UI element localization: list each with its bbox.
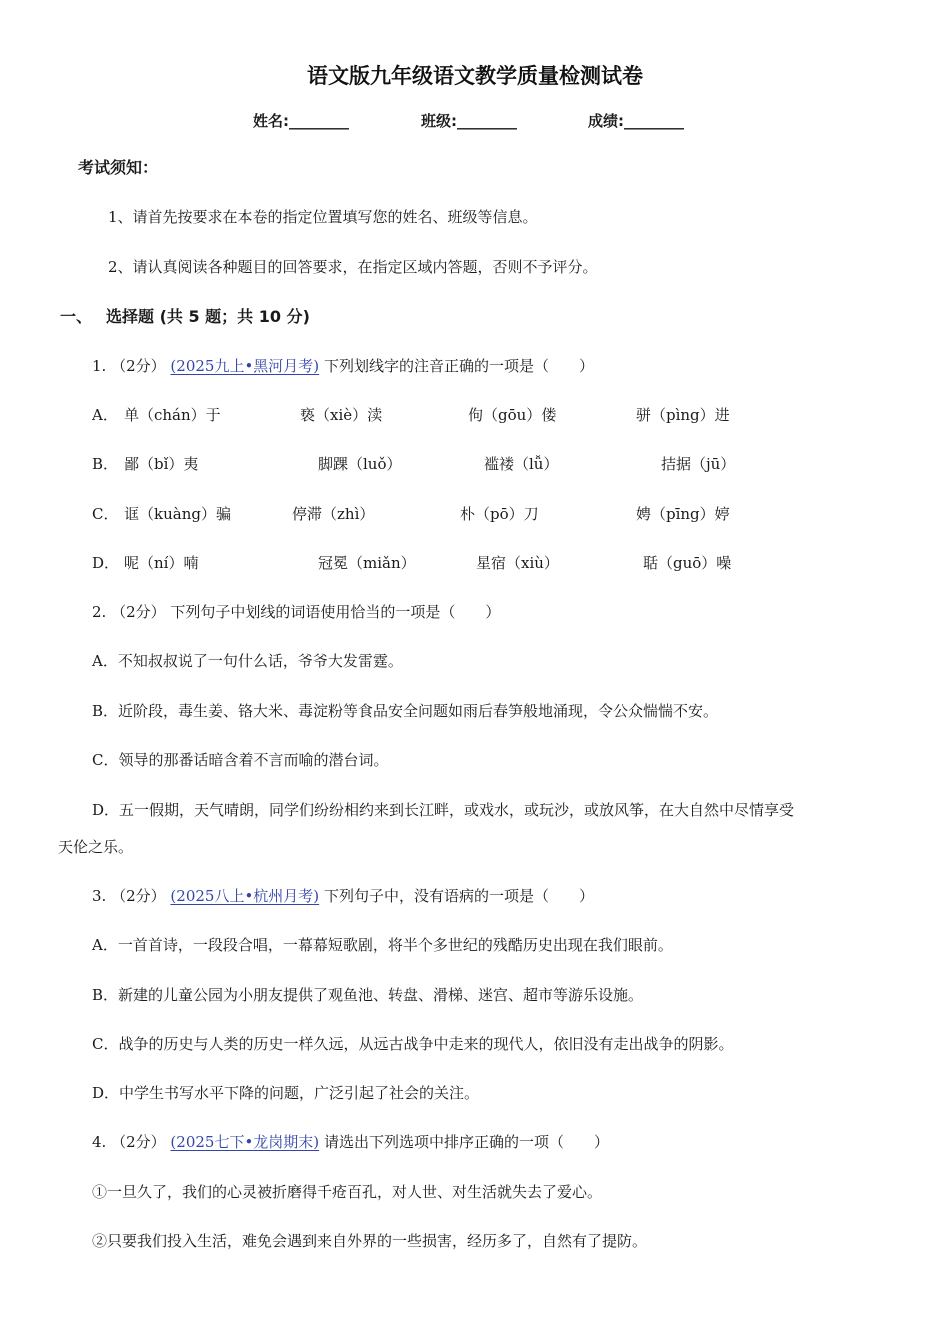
question-number: 2. xyxy=(92,603,107,621)
q4-sentence-1: ①一旦久了，我们的心灵被折磨得千疮百孔，对人世、对生活就失去了爱心。 xyxy=(92,1183,603,1201)
question-stem: 下列句子中，没有语病的一项是（ ） xyxy=(323,887,594,905)
section-title: 选择题 (共 5 题；共 10 分) xyxy=(106,307,310,326)
q1-option-b-item-4: 拮据（jū） xyxy=(661,455,736,473)
question-points: （2分） xyxy=(111,1133,166,1151)
notice-item-2: 2、请认真阅读各种题目的回答要求，在指定区域内答题，否则不予评分。 xyxy=(108,258,598,276)
notice-heading: 考试须知： xyxy=(78,158,159,177)
q1-option-b-item-1: 鄙（bǐ）夷 xyxy=(124,455,199,473)
question-number: 1. xyxy=(92,357,107,375)
class-field[interactable]: 班级:________ xyxy=(421,112,517,130)
q4-sentence-2: ②只要我们投入生活，难免会遇到来自外界的一些损害，经历多了，自然有了提防。 xyxy=(92,1232,648,1250)
q1-option-d-item-2: 冠冕（miǎn） xyxy=(318,554,416,572)
q1-option-c-item-2: 停滞（zhì） xyxy=(292,505,375,523)
q2-option-d[interactable]: D．五一假期，天气晴朗，同学们纷纷相约来到长江畔，或戏水，或玩沙，或放风筝，在大自然中尽情享受 xyxy=(92,801,795,819)
q1-option-c-item-3: 朴（pō）刀 xyxy=(460,505,539,523)
question-source-link[interactable]: (2025八上•杭州月考) xyxy=(170,887,320,905)
question-4 xyxy=(92,1131,609,1152)
question-stem: 下列句子中划线的词语使用恰当的一项是（ ） xyxy=(170,603,501,621)
page-title: 语文版九年级语文教学质量检测试卷 xyxy=(307,64,643,88)
question-2 xyxy=(92,601,500,622)
q2-option-a[interactable]: A．不知叔叔说了一句什么话，爷爷大发雷霆。 xyxy=(92,652,403,670)
question-stem: 下列划线字的注音正确的一项是（ ） xyxy=(323,357,594,375)
score-field[interactable]: 成绩:________ xyxy=(588,112,684,130)
q1-option-d-label[interactable]: D． xyxy=(92,554,120,572)
q2-option-d-continued: 天伦之乐。 xyxy=(58,838,134,856)
q1-option-b-item-3: 褴褛（lǚ） xyxy=(484,455,559,473)
q3-option-a[interactable]: A．一首首诗，一段段合唱，一幕幕短歌剧，将半个多世纪的残酷历史出现在我们眼前。 xyxy=(92,936,673,954)
question-stem: 请选出下列选项中排序正确的一项（ ） xyxy=(323,1133,609,1151)
q1-option-b-item-2: 脚踝（luǒ） xyxy=(318,455,402,473)
q2-option-c[interactable]: C．领导的那番话暗含着不言而喻的潜台词。 xyxy=(92,751,389,769)
question-points: （2分） xyxy=(111,357,166,375)
q1-option-d-item-4: 聒（guō）噪 xyxy=(643,554,732,572)
q1-option-c-label[interactable]: C． xyxy=(92,505,119,523)
q3-option-c[interactable]: C．战争的历史与人类的历史一样久远，从远古战争中走来的现代人，依旧没有走出战争的阴影。 xyxy=(92,1035,734,1053)
q1-option-a-item-4: 骈（pìng）进 xyxy=(636,406,730,424)
question-source-link[interactable]: (2025七下•龙岗期末) xyxy=(170,1133,320,1151)
q1-option-d-item-3: 星宿（xiù） xyxy=(476,554,559,572)
q2-option-b[interactable]: B．近阶段，毒生姜、铬大米、毒淀粉等食品安全问题如雨后春笋般地涌现，令公众惴惴不安。 xyxy=(92,702,719,720)
question-points: （2分） xyxy=(111,603,166,621)
q3-option-b[interactable]: B．新建的儿童公园为小朋友提供了观鱼池、转盘、滑梯、迷宫、超市等游乐设施。 xyxy=(92,986,644,1004)
q1-option-c-item-1: 诓（kuàng）骗 xyxy=(124,505,231,523)
question-number: 3. xyxy=(92,887,107,905)
q1-option-d-item-1: 呢（ní）喃 xyxy=(124,554,199,572)
question-source-link[interactable]: (2025九上•黑河月考) xyxy=(170,357,320,375)
q1-option-a-item-2: 亵（xiè）渎 xyxy=(300,406,383,424)
q1-option-c-item-4: 娉（pīng）婷 xyxy=(636,505,730,523)
question-points: （2分） xyxy=(111,887,166,905)
q3-option-d[interactable]: D．中学生书写水平下降的问题，广泛引起了社会的关注。 xyxy=(92,1084,480,1102)
q1-option-a-label[interactable]: A． xyxy=(92,406,118,424)
question-number: 4. xyxy=(92,1133,107,1151)
question-3 xyxy=(92,885,594,906)
q1-option-b-label[interactable]: B． xyxy=(92,455,119,473)
notice-item-1: 1、请首先按要求在本卷的指定位置填写您的姓名、班级等信息。 xyxy=(108,208,538,226)
q1-option-a-item-3: 佝（gōu）偻 xyxy=(468,406,557,424)
q1-option-a-item-1: 单（chán）于 xyxy=(124,406,221,424)
question-1 xyxy=(92,355,594,376)
name-field[interactable]: 姓名:________ xyxy=(253,112,349,130)
section-number: 一、 xyxy=(60,307,93,326)
